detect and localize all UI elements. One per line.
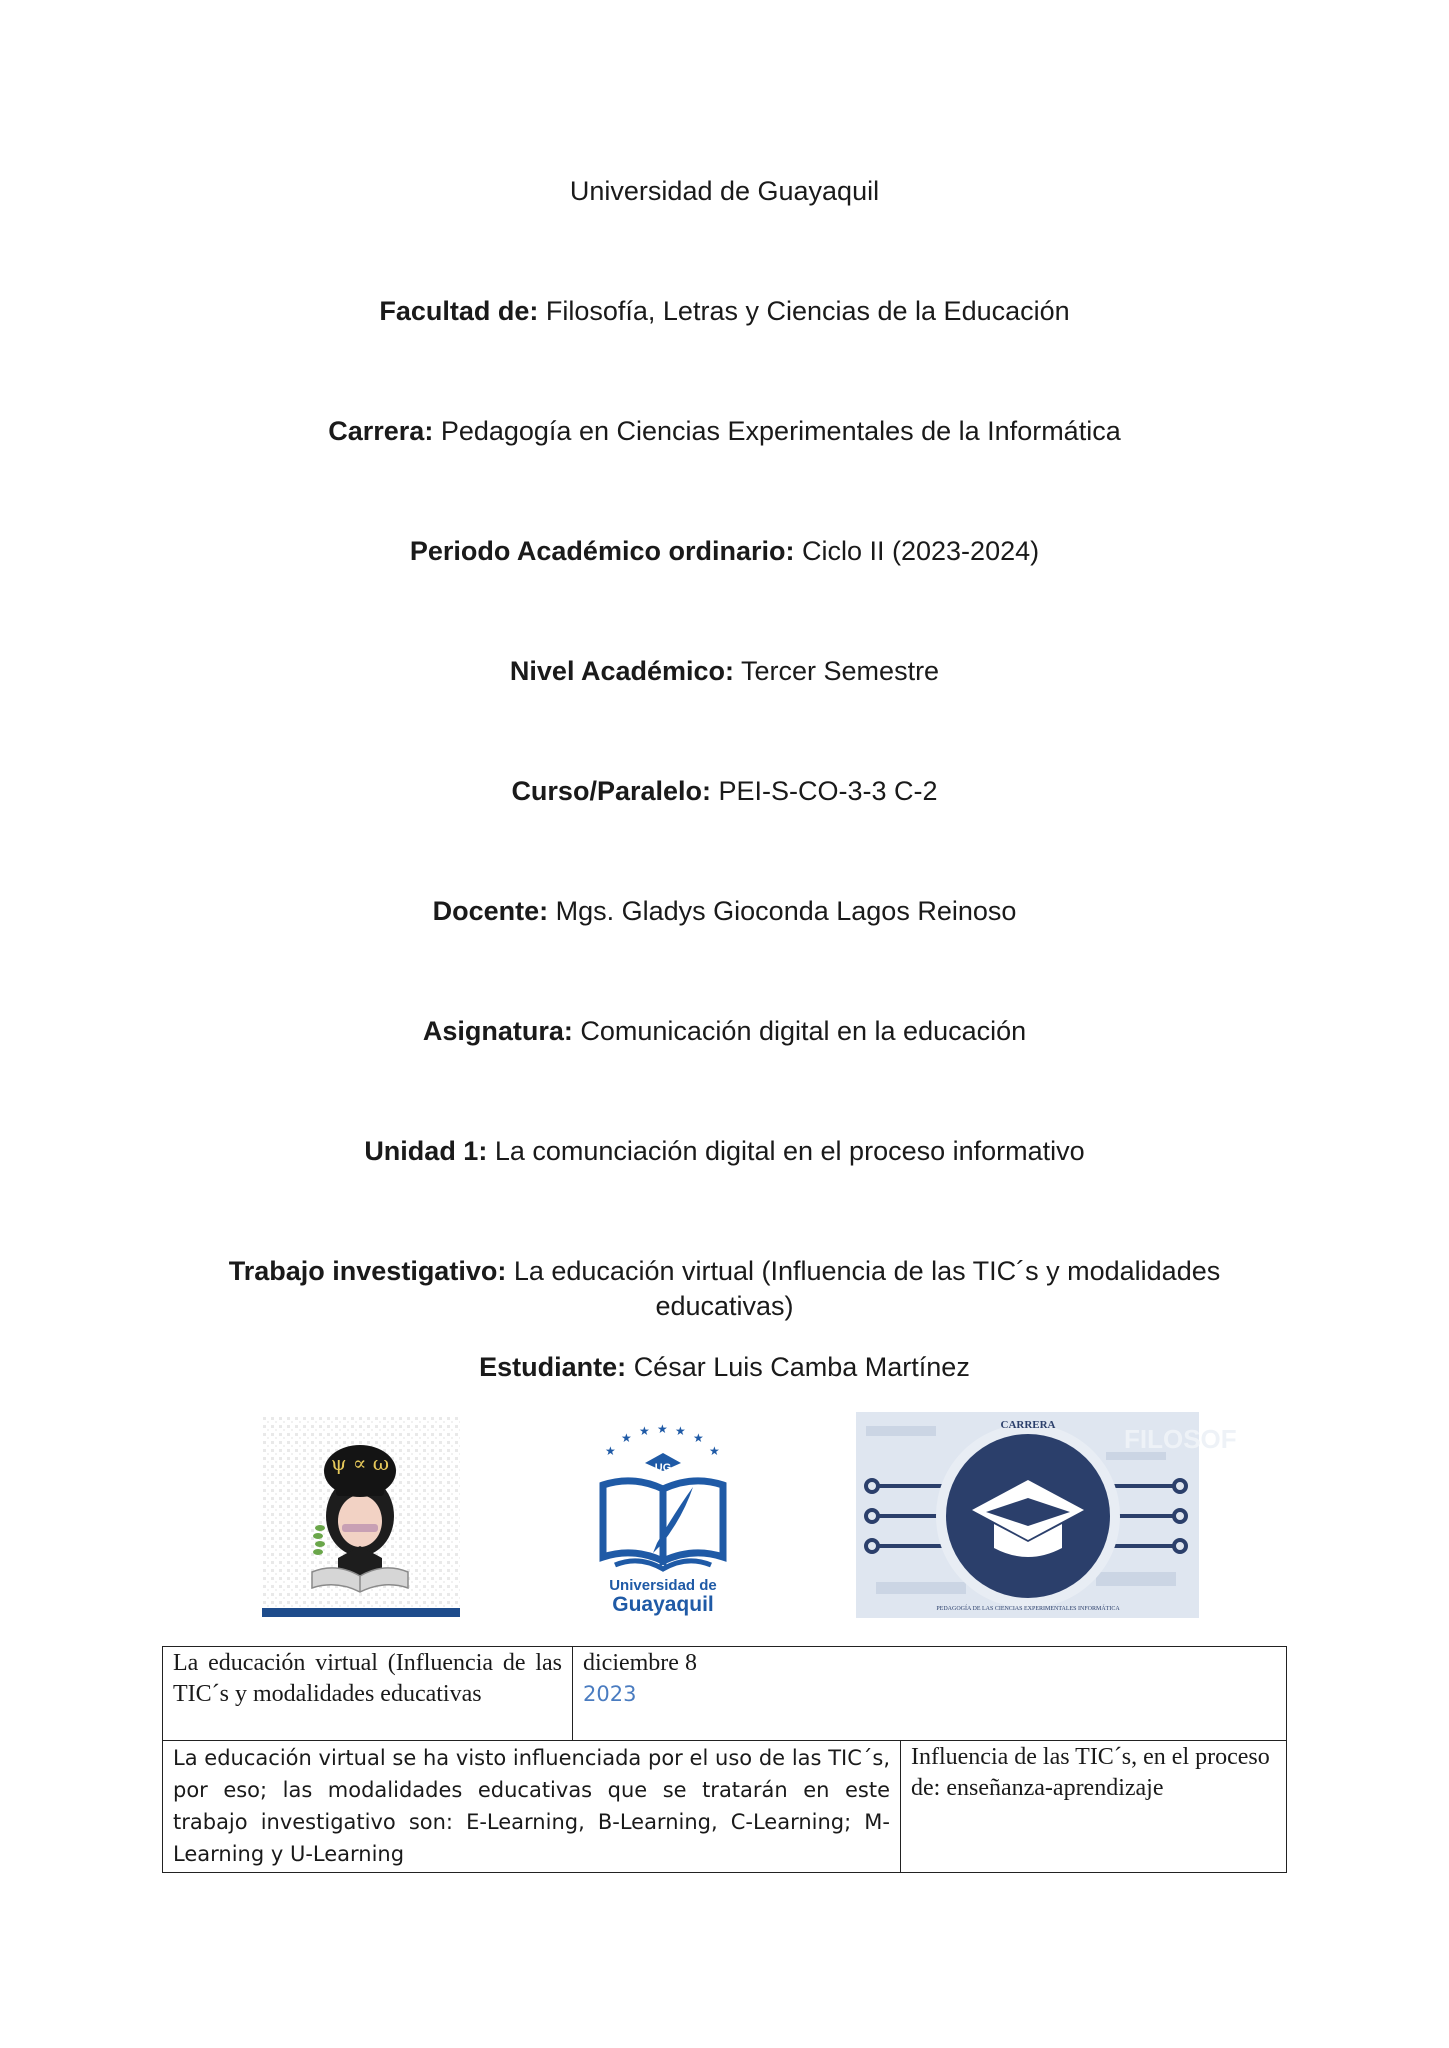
svg-text:★: ★ [639, 1424, 650, 1438]
quill-icon [653, 1487, 693, 1553]
career-top-word: CARRERA [1000, 1419, 1056, 1431]
svg-text:★: ★ [693, 1431, 704, 1445]
svg-text:★: ★ [621, 1431, 632, 1445]
stars-icon [605, 1422, 720, 1458]
psi-symbols: ψ ∝ ω [330, 1451, 390, 1475]
svg-text:★: ★ [709, 1444, 720, 1458]
table-row [163, 1647, 1287, 1741]
teacher-value: Mgs. Gladys Gioconda Lagos Reinoso [555, 896, 1017, 926]
university-name: Universidad de Guayaquil [569, 176, 880, 206]
work-line-2 [0, 1289, 1449, 1323]
level-line [0, 654, 1449, 688]
ug-logo [595, 1422, 731, 1616]
ug-monogram: UG [654, 1462, 672, 1474]
ug-name-line2: Guayaquil [612, 1593, 714, 1616]
topic-cell: Influencia de las TIC´s, en el proceso de: enseñanza-aprendizaje [901, 1741, 1287, 1873]
title-cell: La educación virtual (Influencia de las TIC´s y modalidades educativas [163, 1647, 573, 1741]
student-label: Estudiante: [479, 1352, 627, 1382]
unit-value: La comunciación digital en el proceso informativo [494, 1136, 1085, 1166]
course-label: Curso/Paralelo: [511, 776, 711, 806]
unit-label: Unidad 1: [364, 1136, 488, 1166]
faculty-value: Filosofía, Letras y Ciencias de la Educación [545, 296, 1070, 326]
subject-line [0, 1014, 1449, 1048]
date-text: diciembre 8 [583, 1650, 697, 1676]
career-label: Carrera: [328, 416, 434, 446]
work-label: Trabajo investigativo: [228, 1256, 507, 1286]
psychology-logo [262, 1416, 460, 1618]
work-value-line1: La educación virtual (Influencia de las TIC´s y modalidades [513, 1256, 1221, 1286]
year-text: 2023 [583, 1682, 637, 1706]
svg-text:★: ★ [657, 1422, 668, 1436]
student-line [0, 1350, 1449, 1384]
period-value: Ciclo II (2023-2024) [801, 536, 1040, 566]
level-value: Tercer Semestre [741, 656, 940, 686]
student-value: César Luis Camba Martínez [633, 1352, 970, 1382]
period-label: Periodo Académico ordinario: [409, 536, 795, 566]
career-ring-text: PEDAGOGÍA DE LAS CIENCIAS EXPERIMENTALES INFORMÁTICA [936, 1606, 1120, 1612]
date-cell [573, 1647, 1287, 1741]
teacher-label: Docente: [432, 896, 549, 926]
faculty-label: Facultad de: [379, 296, 539, 326]
subject-value: Comunicación digital en la educación [580, 1016, 1027, 1046]
teacher-line [0, 894, 1449, 928]
work-line [0, 1254, 1449, 1288]
description-cell: La educación virtual se ha visto influenciada por el uso de las TIC´s, por eso; las modalidades educativas que se tratarán en este trabajo investigativo son: E-Learning, B-Learning, C-Learning; M-Learning y U-Learning [163, 1741, 901, 1873]
open-book-icon [603, 1481, 723, 1569]
career-line [0, 414, 1449, 448]
course-value: PEI-S-CO-3-3 C-2 [718, 776, 938, 806]
level-label: Nivel Académico: [509, 656, 734, 686]
svg-text:★: ★ [675, 1424, 686, 1438]
career-logo [856, 1412, 1237, 1618]
svg-text:★: ★ [605, 1444, 616, 1458]
period-line [0, 534, 1449, 568]
faculty-line [0, 294, 1449, 328]
table-row [163, 1741, 1287, 1873]
subject-label: Asignatura: [422, 1016, 573, 1046]
course-line [0, 774, 1449, 808]
career-value: Pedagogía en Ciencias Experimentales de la Informática [440, 416, 1121, 446]
work-value-line2: educativas) [655, 1291, 794, 1321]
ug-name-line1: Universidad de [609, 1577, 717, 1594]
filosofia-watermark: FILOSOF [1124, 1424, 1237, 1454]
summary-table [162, 1646, 1287, 1873]
unit-line [0, 1134, 1449, 1168]
